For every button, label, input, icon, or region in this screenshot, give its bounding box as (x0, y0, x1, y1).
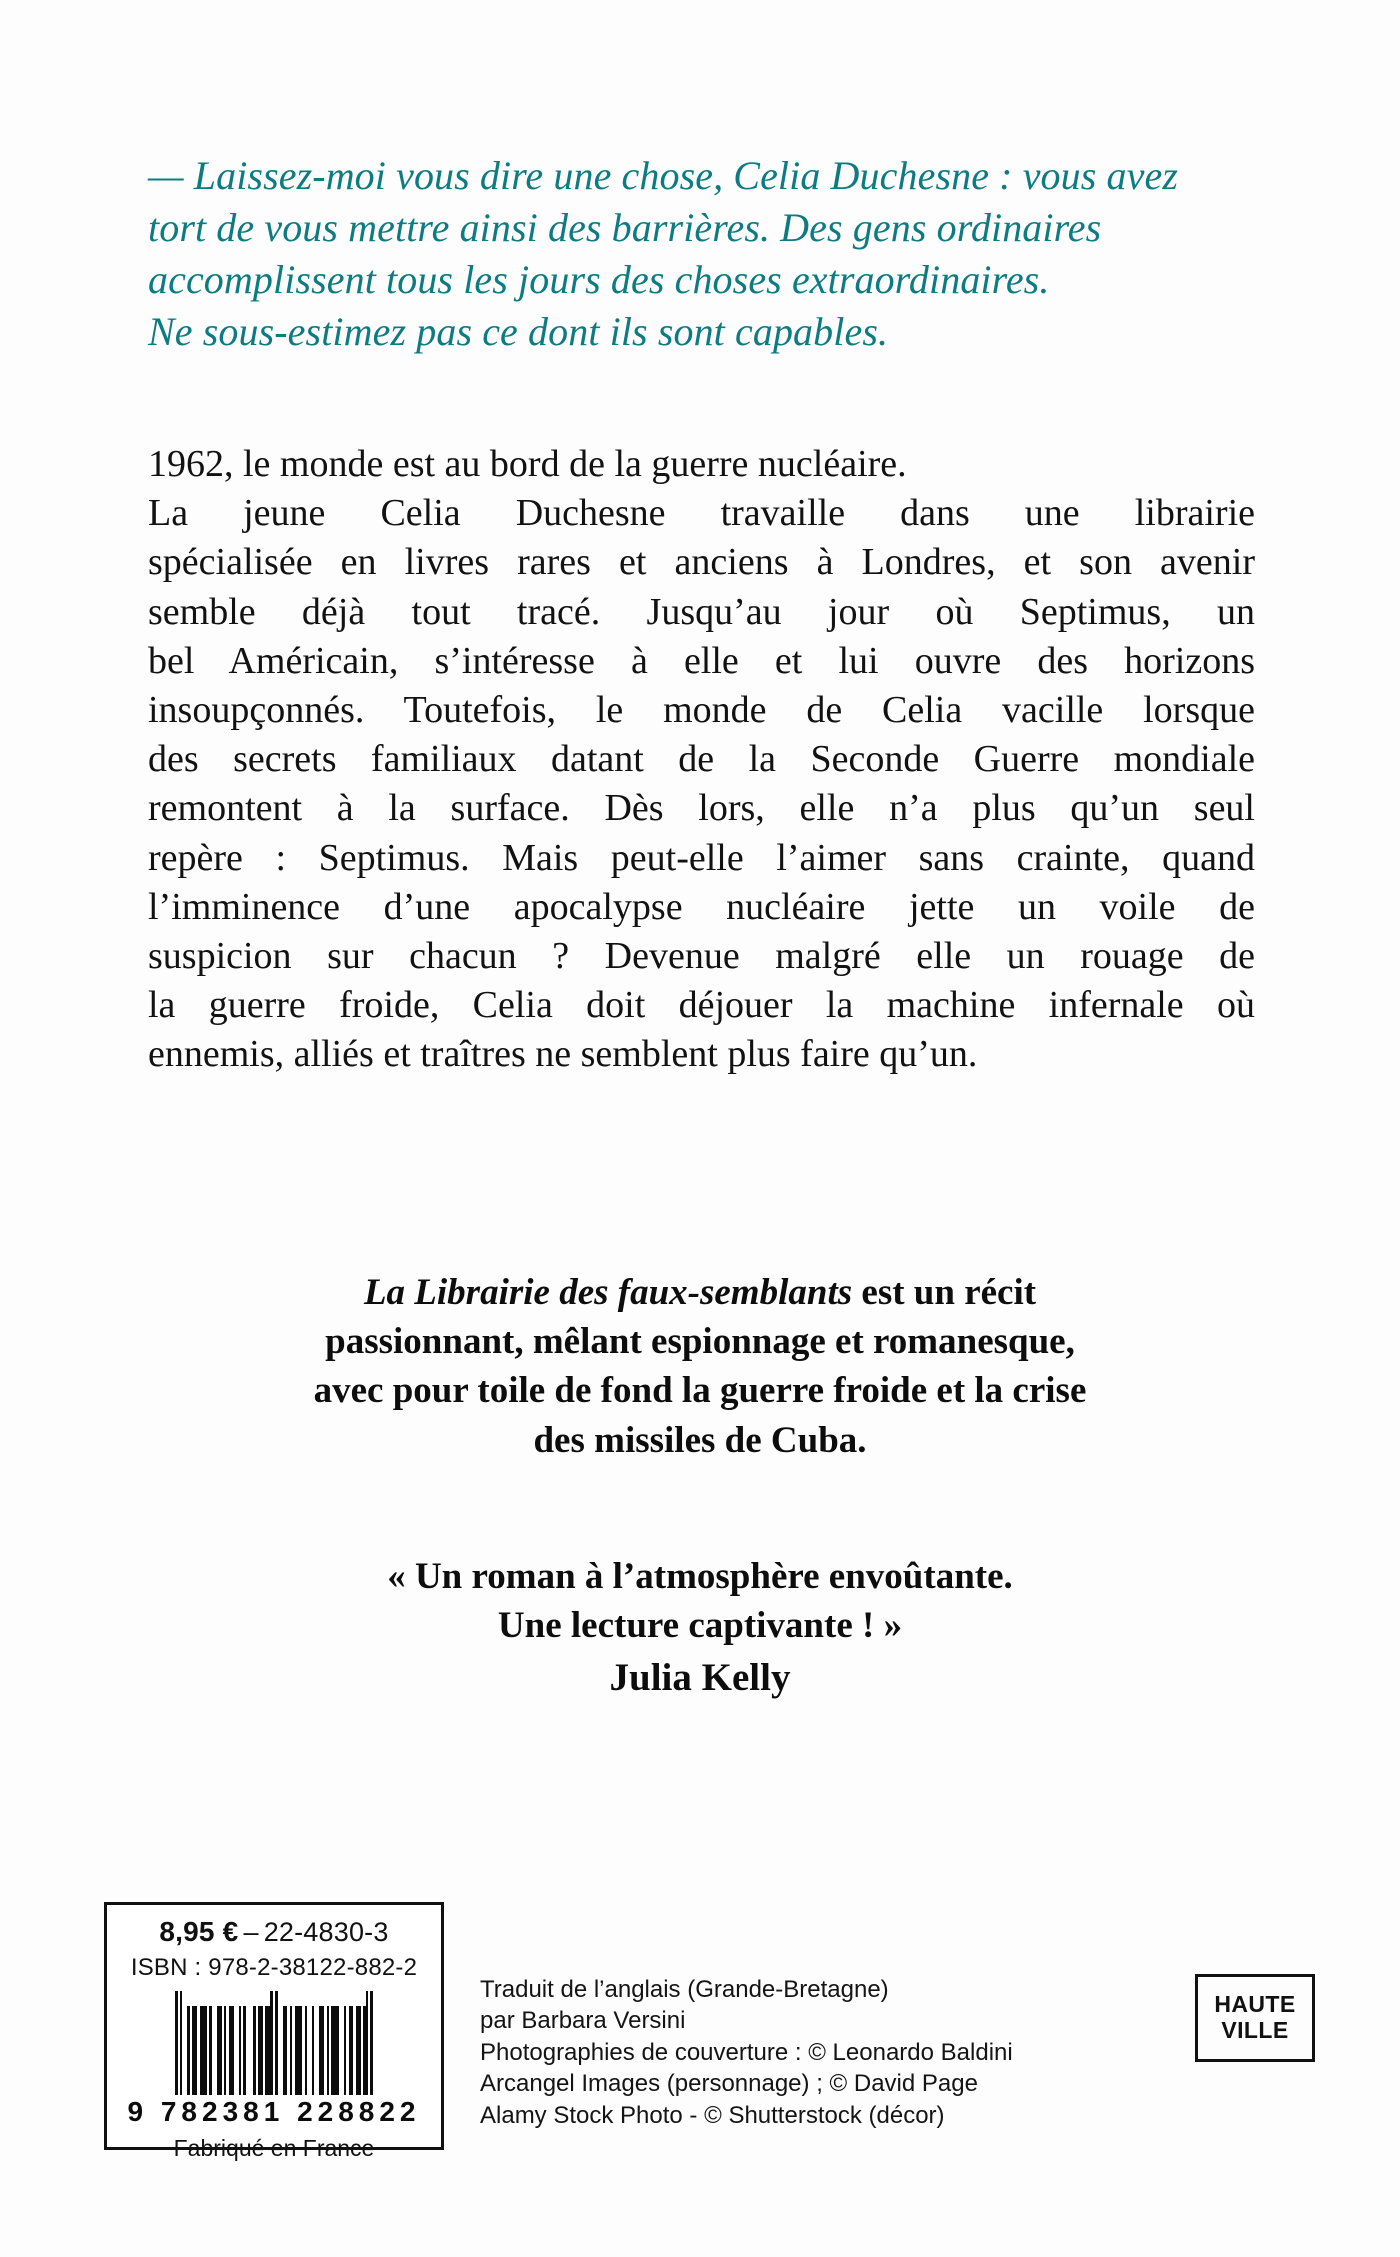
synopsis-line: l’imminence d’une apocalypse nucléaire jette un voile de (148, 885, 1255, 928)
credit-line: Photographies de couverture : © Leonardo Baldini (480, 2038, 1013, 2066)
credit-line: par Barbara Versini (480, 2007, 686, 2035)
credit-line: Arcangel Images (personnage) ; © David Page (480, 2070, 978, 2098)
synopsis-paragraph (148, 440, 1255, 1080)
epigraph-quote (148, 150, 1255, 358)
barcode-block (104, 1902, 444, 2161)
epigraph-line: tort de vous mettre ainsi des barrières. Des gens ordinaires (148, 205, 1102, 250)
synopsis-line: repère : Septimus. Mais peut-elle l’aimer sans crainte, quand (148, 836, 1255, 879)
credit-line: Traduit de l’anglais (Grande-Bretagne) (480, 1976, 889, 2003)
credit-line: Alamy Stock Photo - © Shutterstock (décor) (480, 2101, 945, 2129)
publisher-logo-line1: HAUTE (1214, 1991, 1296, 2018)
praise-line: Une lecture captivante ! » (497, 1605, 903, 1647)
isbn-row (107, 1954, 441, 1982)
tagline-line: avec pour toile de fond la guerre froide et la crise (313, 1370, 1087, 1412)
praise-line: « Un roman à l’atmosphère envoûtante. (387, 1556, 1013, 1597)
barcode-bars (175, 1991, 373, 2095)
tagline-line: passionnant, mêlant espionnage et romanesque, (325, 1321, 1075, 1363)
ean13-barcode (107, 1991, 441, 2095)
synopsis-line: spécialisée en livres rares et anciens à Londres, et son avenir (148, 541, 1255, 584)
cover-footer (0, 1888, 1400, 2188)
synopsis-line: semble déjà tout tracé. Jusqu’au jour où Septimus, un (148, 590, 1255, 633)
synopsis-line: La jeune Celia Duchesne travaille dans une librairie (148, 492, 1255, 535)
synopsis-line: suspicion sur chacun ? Devenue malgré elle un rouage de (148, 935, 1255, 978)
synopsis-line: des secrets familiaux datant de la Seconde Guerre mondiale (148, 738, 1255, 781)
epigraph-line: Ne sous-estimez pas ce dont ils sont capables. (148, 309, 889, 354)
praise-author: Julia Kelly (609, 1656, 791, 1700)
epigraph-line: — Laissez-moi vous dire une chose, Celia Duchesne : vous avez (148, 153, 1178, 198)
synopsis-line: 1962, le monde est au bord de la guerre nucléaire. (148, 443, 907, 485)
synopsis-line: remontent à la surface. Dès lors, elle n’a plus qu’un seul (148, 787, 1255, 830)
price-value: 8,95 € (159, 1916, 239, 1947)
ean13-digits: 9 782381 228822 (127, 2096, 421, 2127)
praise-quote-block (190, 1552, 1210, 1704)
made-in-label: Fabriqué en France (173, 2135, 375, 2161)
credits-block (480, 1974, 1040, 2131)
synopsis-line: la guerre froide, Celia doit déjouer la machine infernale où (148, 984, 1255, 1027)
tagline-block (190, 1268, 1210, 1465)
book-title: La Librairie des faux-semblants (363, 1272, 853, 1313)
isbn-label: ISBN : (130, 1954, 202, 1981)
price-separator: – (243, 1917, 259, 1947)
product-code: 22-4830-3 (263, 1917, 389, 1947)
publisher-logo-line2: VILLE (1221, 2017, 1289, 2043)
tagline-line: des missiles de Cuba. (533, 1419, 867, 1461)
isbn-value: 978-2-38122-882-2 (208, 1954, 418, 1981)
synopsis-line: bel Américain, s’intéresse à elle et lui ouvre des horizons (148, 639, 1255, 682)
epigraph-line: accomplissent tous les jours des choses extraordinaires. (148, 257, 1050, 302)
publisher-logo (1195, 1974, 1315, 2062)
synopsis-line: ennemis, alliés et traîtres ne semblent plus faire qu’un. (148, 1033, 978, 1076)
tagline-line1-rest: est un récit (852, 1272, 1037, 1313)
synopsis-line: insoupçonnés. Toutefois, le monde de Celia vacille lorsque (148, 689, 1255, 732)
price-row (107, 1916, 441, 1948)
